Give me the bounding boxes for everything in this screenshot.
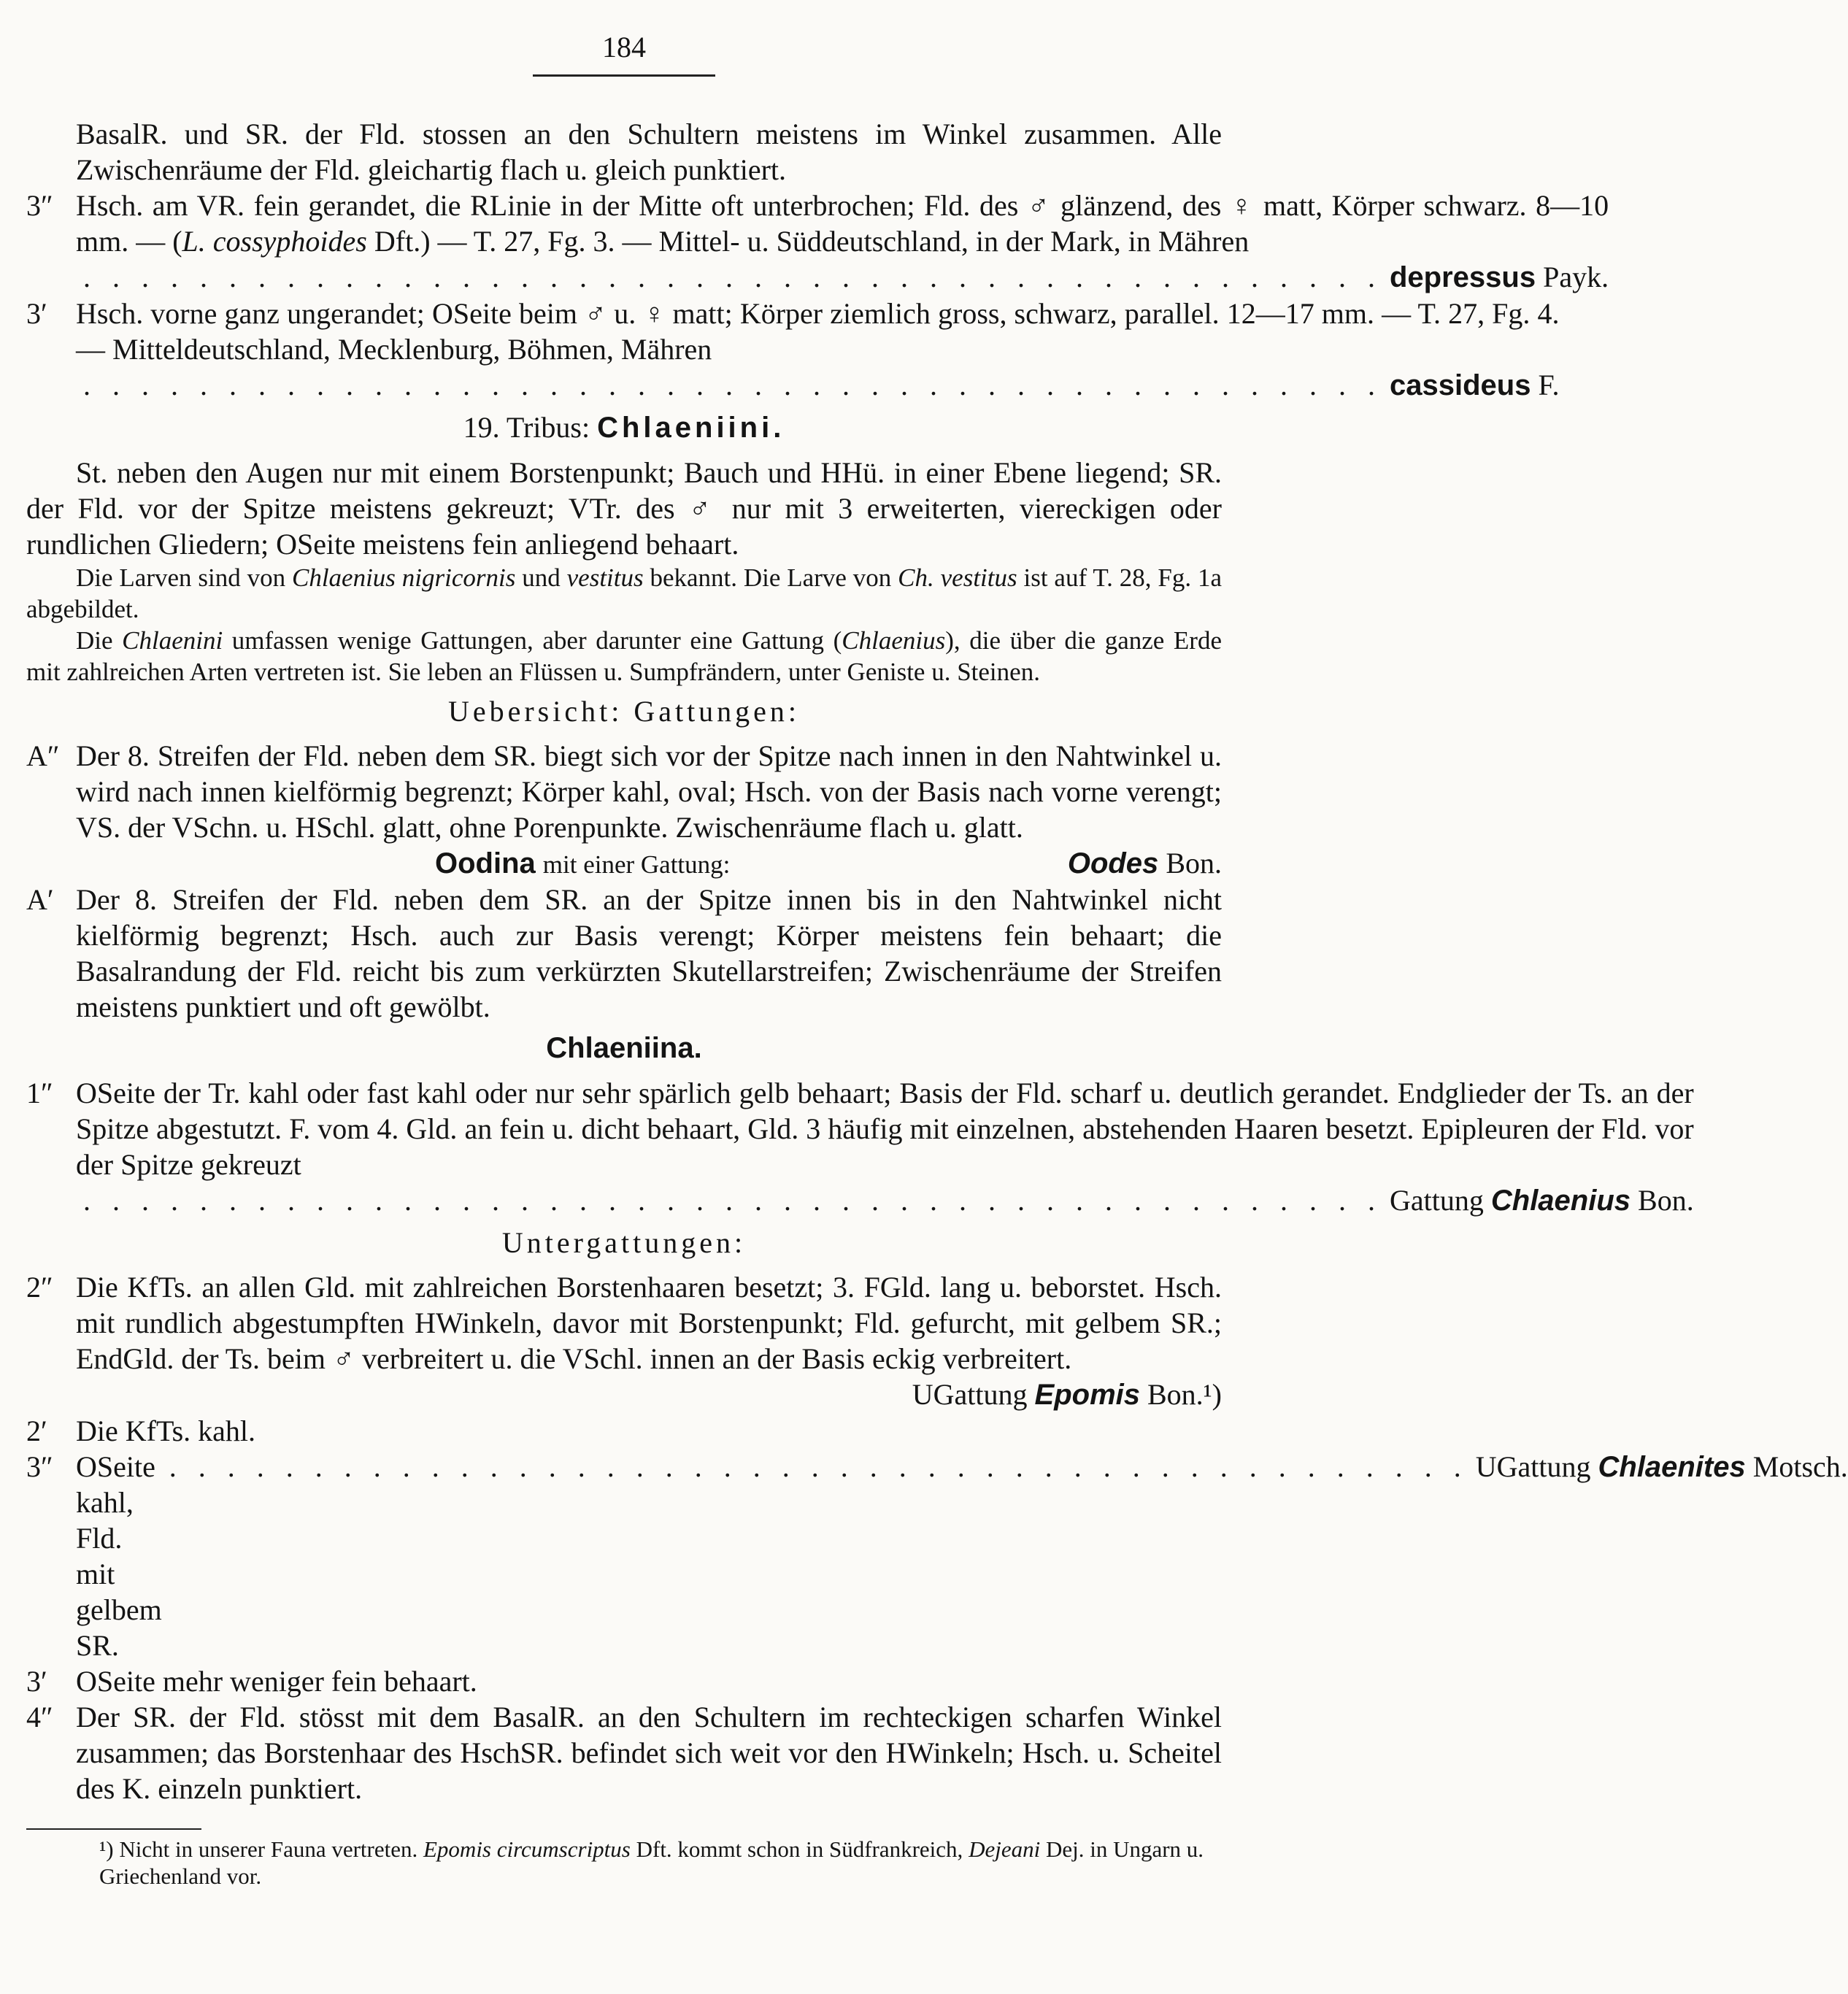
larvae-paragraph	[26, 562, 1222, 625]
key-text	[76, 1269, 1222, 1413]
ugattung-label: UGattung	[1475, 1450, 1591, 1483]
key-text	[76, 296, 1560, 404]
heading-gattungen: Uebersicht: Gattungen:	[447, 695, 801, 728]
footnote-t2: Dft. kommt schon in Südfrankreich,	[630, 1836, 969, 1862]
leader-dots: . . . . . . . . . . . . . . . . . . . . . . . . . . . . . . . . . . . . . . . . . . . . .	[169, 1450, 1468, 1483]
larvae-t4: ist auf T. 28, Fg. 1a abgebildet.	[26, 563, 1222, 623]
footnote-i2: Dejeani	[969, 1836, 1041, 1862]
subgenus-author: Motsch.	[1752, 1450, 1848, 1483]
leader-dots: . . . . . . . . . . . . . . . . . . . . . . . . . . . . . . . . . . . . . . . . . . . . .	[83, 261, 1382, 293]
key-marker: 2′	[26, 1414, 47, 1447]
footnote	[26, 1836, 1222, 1890]
gattung-label: Gattung	[1390, 1184, 1484, 1217]
key-text-a: Die KfTs. an allen Gld. mit zahlreichen Borstenhaaren besetzt; 3. FGld. lang u. beborstet. Hsch. mit rundlich abgestumpften HWinkeln, davor mit Borstenpunkt; Fld. gefurcht, mit gelbem SR.; EndGld. der Ts. beim ♂ verbreitert u. die VSchl. innen an der Basis eckig verbreitert.	[76, 1271, 1222, 1375]
key-text-a: Hsch. vorne ganz ungerandet; OSeite beim ♂ u. ♀ matt; Körper ziemlich gross, schwarz, parallel. 12—17 mm. — T. 27, Fg. 4. — Mitteldeutschland, Mecklenburg, Böhmen, Mähren	[76, 297, 1560, 366]
key-marker: 1″	[26, 1077, 53, 1109]
larvae-t2: und	[515, 563, 567, 592]
chl-i1: Chlaenini	[122, 626, 223, 655]
subtribe-text: mit einer Gattung:	[542, 850, 731, 879]
chl-i2: Chlaenius	[842, 626, 946, 655]
tribus-description: St. neben den Augen nur mit einem Borstenpunkt; Bauch und HHü. in einer Ebene liegend; SR. der Fld. vor der Spitze meistens gekreuzt; VTr. des ♂ nur mit 3 erweiterten, viereckigen oder rundlichen Gliedern; OSeite meistens fein anliegend behaart.	[26, 456, 1222, 561]
genus-author: Bon.	[1638, 1184, 1694, 1217]
key-entry-4pp	[26, 1699, 1222, 1806]
larvae-i3: Ch. vestitus	[898, 563, 1017, 592]
key-entry-A-double-prime	[26, 738, 1222, 845]
subtribe-name: Oodina	[435, 847, 536, 879]
footnote-rule	[26, 1828, 201, 1830]
oodina-line	[26, 845, 1222, 882]
key-text-b: Dft.) — T. 27, Fg. 3. — Mittel- u. Süddeutschland, in der Mark, in Mähren	[366, 225, 1250, 258]
key-entry-2p	[26, 1413, 1222, 1449]
key-entry-3p-b	[26, 1663, 1222, 1699]
key-entry-3pp	[26, 188, 1609, 296]
key-text-a: OSeite kahl, Fld. mit gelbem SR.	[76, 1450, 162, 1662]
genus-author: Bon.	[1166, 847, 1222, 879]
ugattung-label: UGattung	[912, 1378, 1028, 1411]
species-name: cassideus	[1390, 369, 1531, 401]
key-text-a: Hsch. am VR. fein gerandet, die RLinie in der Mitte oft unterbrochen; Fld. des ♂ glänzend, des ♀ matt, Körper schwarz. 8—10 mm. — (	[76, 189, 1609, 258]
species-name: depressus	[1390, 261, 1536, 293]
larvae-i2: vestitus	[566, 563, 644, 592]
subgenus-name: Chlaenites	[1598, 1451, 1746, 1483]
key-entry-2pp	[26, 1269, 1222, 1413]
key-text	[76, 1449, 1848, 1663]
key-marker: 2″	[26, 1271, 53, 1304]
chl-t3: ), die über die ganze Erde mit zahlreichen Arten vertreten ist. Sie leben an Flüssen u. Sumpfrändern, unter Geniste u. Steinen.	[26, 626, 1222, 686]
key-entry-1pp	[26, 1075, 1694, 1219]
species-author: Payk.	[1543, 261, 1609, 293]
key-marker: 3″	[26, 1450, 53, 1483]
subgenus-author: Bon.¹)	[1147, 1378, 1222, 1411]
larvae-t1: Die Larven sind von	[76, 563, 292, 592]
tribus-prefix: 19. Tribus:	[463, 411, 590, 444]
larvae-t3: bekannt. Die Larve von	[643, 563, 898, 592]
tribus-name: Chlaeniini.	[597, 412, 785, 444]
larvae-i1: Chlaenius nigricornis	[291, 563, 516, 592]
subgenus-line	[76, 1377, 1222, 1413]
page-number-rule	[533, 74, 715, 77]
page-number: 184	[602, 31, 646, 63]
chl-t1: Die	[76, 626, 123, 655]
genus-line	[76, 1182, 1694, 1219]
key-text: Der SR. der Fld. stösst mit dem BasalR. an den Schultern im rechteckigen scharfen Winkel zusammen; das Borstenhaar des HschSR. befindet sich weit vor den HWinkeln; Hsch. u. Scheitel des K. einzeln punktiert.	[76, 1701, 1222, 1805]
tribus-heading	[26, 409, 1222, 446]
species-line	[76, 259, 1609, 296]
chl-t2: umfassen wenige Gattungen, aber darunter eine Gattung (	[223, 626, 842, 655]
heading-chlaeniina: Chlaeniina.	[546, 1032, 702, 1064]
leader-dots: . . . . . . . . . . . . . . . . . . . . . . . . . . . . . . . . . . . . . . . . . . . . .	[83, 369, 1382, 401]
genus-name: Oodes	[1067, 847, 1159, 879]
key-text: Der 8. Streifen der Fld. neben dem SR. an der Spitze innen bis in den Nahtwinkel nicht kielförmig begrenzt; Hsch. auch zur Basis verengt; Körper meistens fein behaart; die Basalrandung der Fld. reicht bis zum verkürzten Skutellarstreifen; Zwischenräume der Streifen meistens punktiert und oft gewölbt.	[76, 883, 1222, 1023]
heading-untergattungen: Untergattungen:	[501, 1226, 747, 1259]
key-text	[76, 1075, 1694, 1219]
key-marker: 3″	[26, 189, 53, 222]
key-marker: A′	[26, 883, 54, 916]
synonym-italic: L. cossyphoides	[182, 225, 367, 258]
key-marker: A″	[26, 739, 60, 772]
key-text: Die KfTs. kahl.	[76, 1414, 256, 1447]
species-author: F.	[1538, 369, 1560, 401]
footnote-t3: Dej. in Ungarn u. Griechenland vor.	[99, 1836, 1204, 1889]
carryover-paragraph: BasalR. und SR. der Fld. stossen an den Schultern meistens im Winkel zusammen. Alle Zwischenräume der Fld. gleichartig flach u. gleich punktiert.	[76, 118, 1222, 186]
footnote-i1: Epomis circumscriptus	[423, 1836, 631, 1862]
key-marker: 3′	[26, 1665, 47, 1698]
genus-name: Chlaenius	[1490, 1185, 1631, 1217]
key-text-a: OSeite der Tr. kahl oder fast kahl oder nur sehr spärlich gelb behaart; Basis der Fld. scharf u. deutlich gerandet. Endglieder der Ts. an der Spitze abgestutzt. F. vom 4. Gld. an fein u. dicht behaart, Gld. 3 häufig mit einzelnen, abstehenden Haaren besetzt. Epipleuren der Fld. vor der Spitze gekreuzt	[76, 1077, 1694, 1181]
key-entry-3pp-b	[26, 1449, 1848, 1663]
footnote-t1: ¹) Nicht in unserer Fauna vertreten.	[99, 1836, 423, 1862]
key-marker: 3′	[26, 297, 47, 330]
key-entry-A-prime	[26, 882, 1222, 1025]
leader-dots: . . . . . . . . . . . . . . . . . . . . . . . . . . . . . . . . . . . . . . . . . . . . .	[83, 1184, 1382, 1217]
species-line	[76, 367, 1560, 404]
key-marker: 4″	[26, 1701, 53, 1733]
chlaenini-paragraph	[26, 625, 1222, 688]
key-text	[76, 188, 1609, 296]
subgenus-name: Epomis	[1034, 1379, 1140, 1411]
key-text: OSeite mehr weniger fein behaart.	[76, 1665, 477, 1698]
key-entry-3p	[26, 296, 1560, 404]
key-text: Der 8. Streifen der Fld. neben dem SR. biegt sich vor der Spitze nach innen in den Nahtwinkel u. wird nach innen kielförmig begrenzt; Körper kahl, oval; Hsch. von der Basis nach vorne verengt; VS. der VSchn. u. HSchl. glatt, ohne Porenpunkte. Zwischenräume flach u. glatt.	[76, 739, 1222, 844]
